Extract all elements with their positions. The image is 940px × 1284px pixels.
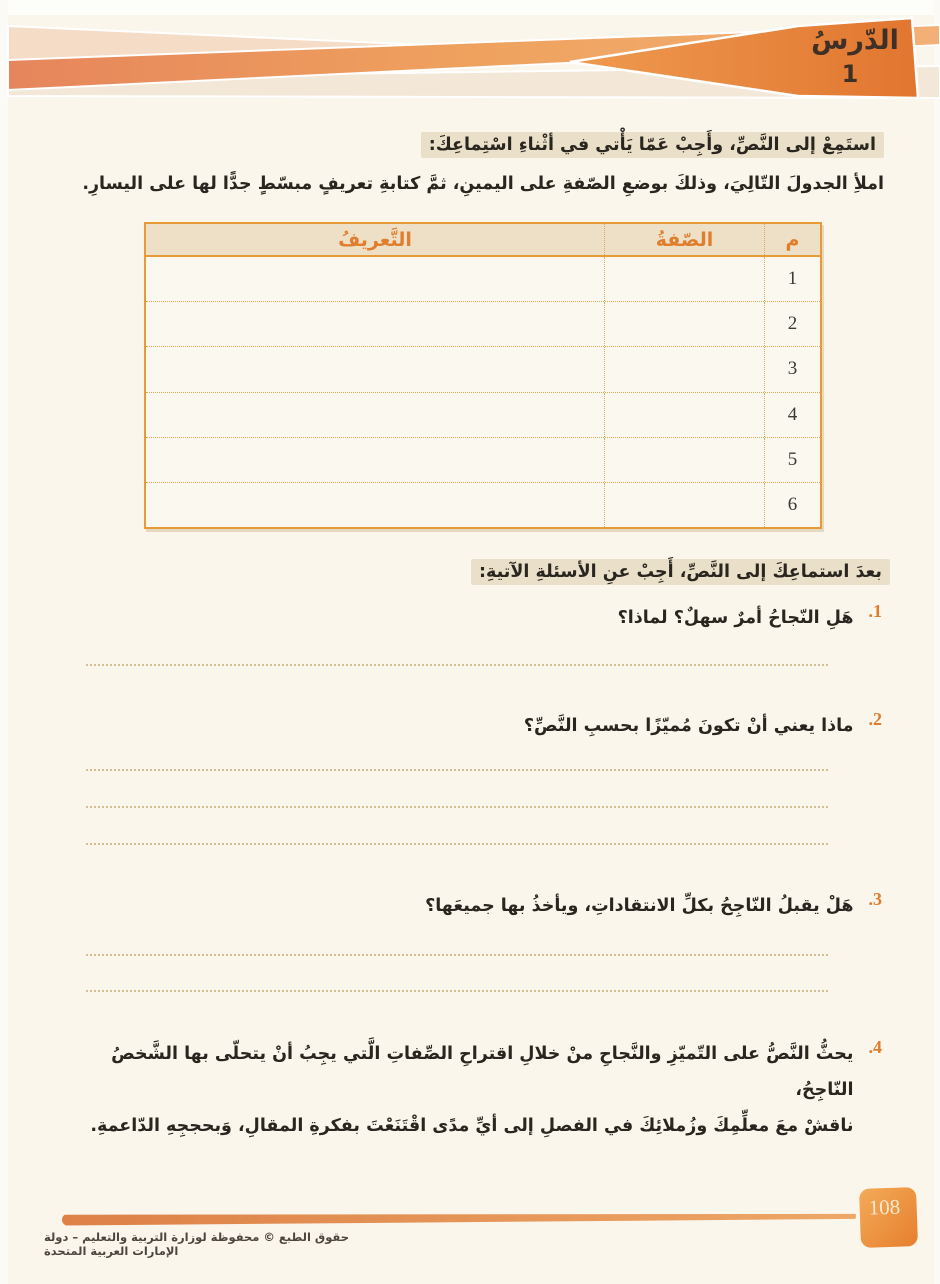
definition-blank-cell <box>146 438 604 482</box>
lesson-number: 1 <box>841 60 859 88</box>
row-number-cell: 6 <box>764 483 820 527</box>
scan-edge-left <box>0 0 8 1284</box>
copyright-text: حقوق الطبع © محفوظة لوزارة التربية والتعليم – دولة الإمارات العربية المتحدة <box>44 1230 349 1258</box>
table-header-row <box>146 224 820 257</box>
column-header-definition: التَّعريفُ <box>338 228 412 251</box>
row-number-cell: 4 <box>764 393 820 437</box>
question-4-text <box>70 1036 854 1144</box>
attribute-blank-cell <box>604 438 764 482</box>
scan-edge-top <box>0 0 940 15</box>
question-4-line1: يحثُّ النَّصُّ على التّميّزِ والنَّجاحِ منْ خلالِ اقتراحِ الصِّفاتِ الَّتي يجِبُ أنْ يتحلّى بها الشَّخصُ النّاجِحُ، <box>111 1044 854 1100</box>
question-1-text: هَلِ النّجاحُ أمرٌ سهلٌ؟ لماذا؟ <box>617 608 854 628</box>
question-1-number: 1. <box>868 601 882 621</box>
table-body <box>146 257 820 527</box>
question-4-number: 4. <box>868 1037 882 1057</box>
definition-blank-cell <box>146 302 604 346</box>
table-row <box>146 301 820 346</box>
page-number-badge: 108 <box>859 1187 918 1248</box>
attribute-blank-cell <box>604 483 764 527</box>
attribute-blank-cell <box>604 347 764 391</box>
row-number-cell: 5 <box>764 438 820 482</box>
attribute-blank-cell <box>604 257 764 301</box>
answer-line <box>86 662 828 666</box>
question-2-text: ماذا يعني أنْ تكونَ مُميّزًا بحسبِ النَّصِّ؟ <box>523 716 854 736</box>
table-row <box>146 346 820 391</box>
answer-line <box>86 804 828 808</box>
fill-table-prompt: املأِ الجدولَ التّالِيَ، وذلكَ بوضعِ الصّفةِ على اليمينِ، ثمَّ كتابةِ تعريفٍ مبسّطٍ جدًّا لها على اليسارِ. <box>82 174 884 194</box>
question-2-number: 2. <box>868 709 882 729</box>
column-header-attribute: الصّفةُ <box>604 224 764 255</box>
definition-blank-cell <box>146 347 604 391</box>
lesson-title: الدّرسُ <box>811 25 899 56</box>
table-row <box>146 482 820 527</box>
question-3-number: 3. <box>868 889 882 909</box>
question-3-text: هَلْ يقبلُ النّاجِحُ بكلِّ الانتقاداتِ، ويأخذُ بها جميعَها؟ <box>425 896 854 916</box>
questions-intro-text: بعدَ استماعِكَ إلى النَّصِّ، أَجِبْ عنِ الأسئلةِ الآتيةِ: <box>471 559 890 585</box>
question-1 <box>618 600 882 636</box>
row-number-cell: 1 <box>764 257 820 301</box>
question-4-line2: ناقشْ معَ معلِّمِكَ وزُملائِكَ في الفصلِ إلى أيِّ مدًى اقْتَنَعْتَ بفكرةِ المقالِ، وَبحججِهِ الدّاعمةِ. <box>90 1116 854 1136</box>
answer-line <box>86 952 828 956</box>
question-2 <box>524 708 882 744</box>
questions-intro <box>471 562 890 582</box>
row-number-cell: 3 <box>764 347 820 391</box>
definitions-table <box>144 222 822 529</box>
table-row <box>146 437 820 482</box>
answer-line <box>86 841 828 845</box>
attribute-blank-cell <box>604 393 764 437</box>
answer-line <box>86 988 828 992</box>
question-3 <box>425 888 882 924</box>
table-row <box>146 257 820 301</box>
header-banner-decoration <box>0 14 940 120</box>
answer-line <box>86 767 828 771</box>
table-row <box>146 392 820 437</box>
column-header-number: م <box>764 224 820 255</box>
scan-edge-right <box>934 0 940 1284</box>
definition-blank-cell <box>146 257 604 301</box>
listen-prompt <box>421 135 884 155</box>
listen-prompt-text: استَمِعْ إلى النَّصِّ، وأَجِبْ عَمّا يَأْتي في أثْناءِ اسْتِماعِكَ: <box>421 132 884 158</box>
question-4 <box>70 1036 882 1144</box>
row-number-cell: 2 <box>764 302 820 346</box>
footer-rule <box>62 1210 856 1225</box>
definition-blank-cell <box>146 483 604 527</box>
attribute-blank-cell <box>604 302 764 346</box>
definition-blank-cell <box>146 393 604 437</box>
